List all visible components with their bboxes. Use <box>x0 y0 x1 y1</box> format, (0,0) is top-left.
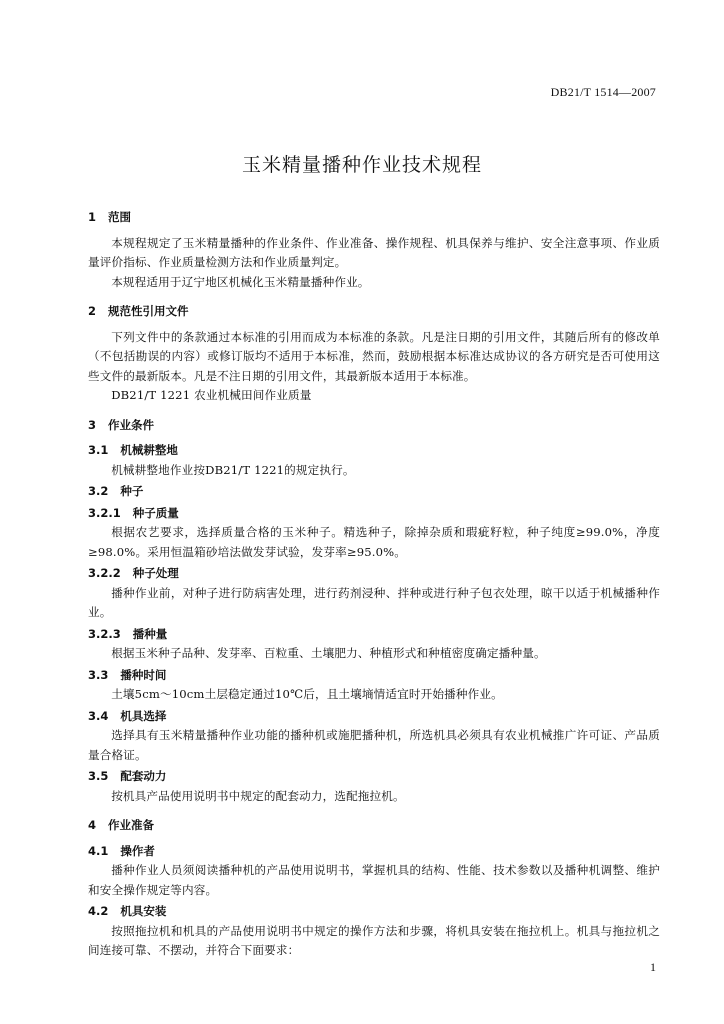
standard-code: DB21/T 1514—2007 <box>550 85 656 99</box>
paragraph-4-1: 播种作业人员须阅读播种机的产品使用说明书，掌握机具的结构、性能、技术参数以及播种机调整、维护和安全操作规定等内容。 <box>88 863 660 897</box>
document-body <box>88 208 660 961</box>
paragraph-3-4: 选择具有玉米精量播种作业功能的播种机或施肥播种机，所选机具必须具有农业机械推广许可证、产品质量合格证。 <box>88 728 660 762</box>
paragraph-scope-1: 本规程规定了玉米精量播种的作业条件、作业准备、操作规程、机具保养与维护、安全注意事项、作业质量评价指标、作业质量检测方法和作业质量判定。 <box>88 235 660 269</box>
paragraph-3-2-3: 根据玉米种子品种、发芽率、百粒重、土壤肥力、种植形式和种植密度确定播种量。 <box>111 646 546 660</box>
subsection-heading-3-2-2: 3.2.2 种子处理 <box>88 566 179 580</box>
subsection-heading-3-1: 3.1 机械耕整地 <box>88 443 178 457</box>
subsection-heading-4-2: 4.2 机具安装 <box>88 904 167 918</box>
subsection-heading-3-2-3: 3.2.3 播种量 <box>88 626 168 641</box>
subsection-heading-3-4: 3.4 机具选择 <box>88 708 167 723</box>
paragraph-references-1: 下列文件中的条款通过本标准的引用而成为本标准的条款。凡是注日期的引用文件，其随后所有的修改单（不包括勘误的内容）或修订版均不适用于本标准，然而，鼓励根据本标准达成协议的各方研究是否可使用这些文件的最新版本。凡是不注日期的引用文件，其最新版本适用于本标准。 <box>88 329 660 383</box>
subsection-heading-3-3: 3.3 播种时间 <box>88 667 167 682</box>
subsection-heading-3-2: 3.2 种子 <box>88 484 144 498</box>
paragraph-3-2-1: 根据农艺要求，选择质量合格的玉米种子。精选种子，除掉杂质和瑕疵籽粒，种子纯度≥99.0%，净度≥98.0%。采用恒温箱砂培法做发芽试验，发芽率≥95.0%。 <box>88 525 660 559</box>
section-heading-operating-conditions: 3 作业条件 <box>88 417 155 432</box>
paragraph-3-3: 土壤5cm～10cm土层稳定通过10℃后，且土壤墒情适宜时开始播种作业。 <box>111 687 503 701</box>
section-heading-normative-references: 2 规范性引用文件 <box>88 304 189 318</box>
paragraph-4-2: 按照拖拉机和机具的产品使用说明书中规定的操作方法和步骤，将机具安装在拖拉机上。机具与拖拉机之间连接可靠、不摆动，并符合下面要求： <box>88 923 660 957</box>
subsection-heading-4-1: 4.1 操作者 <box>88 843 155 858</box>
subsection-heading-3-5: 3.5 配套动力 <box>88 769 167 783</box>
subsection-heading-3-2-1: 3.2.1 种子质量 <box>88 505 179 520</box>
paragraph-3-5: 按机具产品使用说明书中规定的配套动力，选配拖拉机。 <box>111 788 405 803</box>
paragraph-references-2: DB21/T 1221 农业机械田间作业质量 <box>111 388 312 402</box>
paragraph-3-1: 机械耕整地作业按DB21/T 1221的规定执行。 <box>111 462 355 477</box>
paragraph-3-2-2: 播种作业前，对种子进行防病害处理，进行药剂浸种、拌种或进行种子包衣处理，晾干以适于机械播种作业。 <box>88 585 660 619</box>
section-heading-operation-preparation: 4 作业准备 <box>88 818 155 832</box>
paragraph-scope-2: 本规程适用于辽宁地区机械化玉米精量播种作业。 <box>111 274 370 289</box>
section-heading-scope: 1 范围 <box>88 210 132 224</box>
page-number: 1 <box>650 960 656 974</box>
document-title: 玉米精量播种作业技术规程 <box>241 154 482 176</box>
